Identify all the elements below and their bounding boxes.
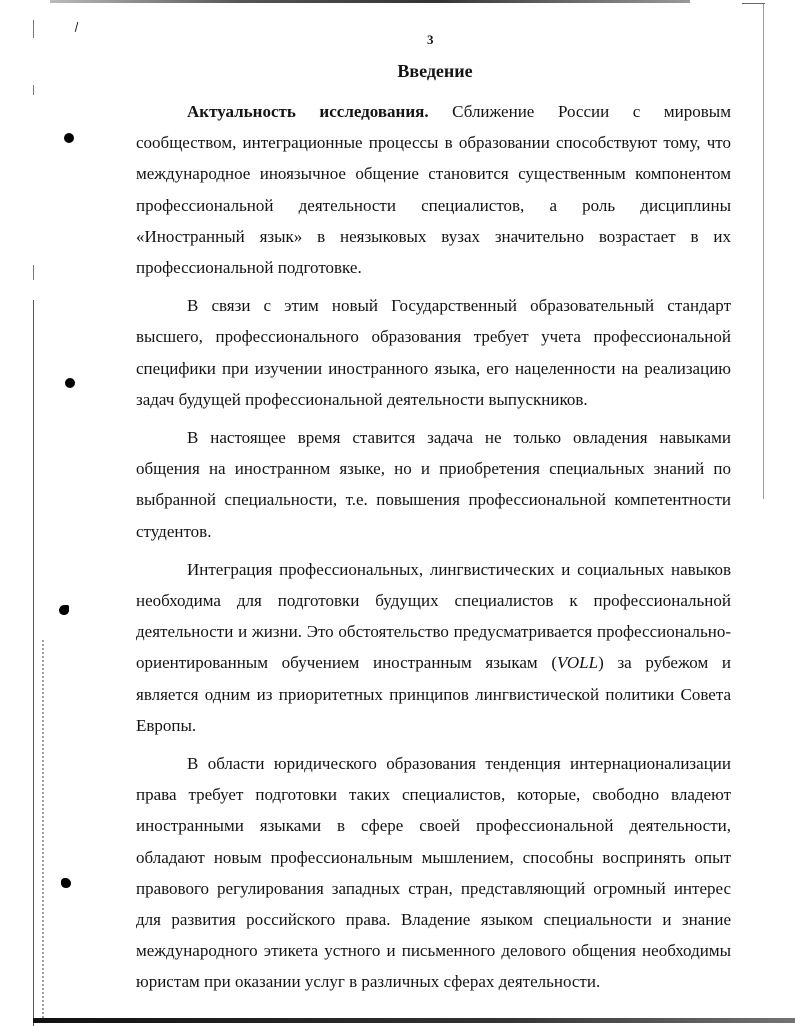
paragraph-current-task — [136, 422, 731, 547]
paragraph-standard — [136, 290, 731, 415]
paragraph-lead: Актуальность исследования. — [187, 102, 429, 121]
page-number: 3 — [427, 32, 434, 47]
scan-top-edge-right — [742, 3, 765, 4]
scan-left-edge-line — [33, 20, 34, 38]
scan-slash-mark — [75, 22, 79, 32]
paragraph-relevance — [136, 96, 731, 283]
scan-left-edge-line — [33, 265, 34, 280]
paragraph-text: В связи с этим новый Государственный образовательный стандарт высшего, профессионального образования требует учета профессиональной специфики при изучении иностранного языка, его нацеленности на реализацию задач будущей профессиональной деятельности выпускников. — [136, 296, 731, 409]
voll-abbreviation: VOLL — [557, 653, 599, 673]
paragraph-text: Сближение России с мировым сообществом, интеграционные процессы в образовании способствуют тому, что международное иноязычное общение становится существенным компонентом профессиональной деятельности специалистов, а роль дисциплины «Иностранный язык» в неязыковых вузах значительно возрастает в их профессиональной подготовке. — [136, 102, 731, 278]
paragraph-text: В области юридического образования тенденция интернационализации права требует подготовки таких специалистов, которые, свободно владеют иностранными языками в сфере своей профессиональной деятельности, обладают новым профессиональным мышлением, способны воспринять опыт правового регулирования западных стран, представляющий огромный интерес для развития российского права. Владение языком специальности и знание международного этикета устного и письменного делового общения необходимы юристам при оказании услуг в различных сферах деятельности. — [136, 754, 731, 992]
paragraph-text: ) за рубежом и является одним из приоритетных принципов лингвистической политики Совета Европы. — [136, 653, 731, 735]
scan-bottom-edge — [33, 1018, 795, 1023]
punch-hole-mark — [64, 133, 74, 143]
section-title: Введение — [397, 61, 473, 81]
punch-hole-mark — [65, 378, 75, 388]
paragraph-text: Интеграция профессиональных, лингвистических и социальных навыков необходима для подготовки будущих специалистов к профессиональной деятельности и жизни. Это обстоятельство предусматривается профессионально-ориентированным обучением иностранным языкам ( — [136, 559, 731, 673]
paragraph-legal-education — [136, 748, 731, 998]
paragraph-text: В настоящее время ставится задача не только овладения навыками общения на иностранном языке, но и приобретения специальных знаний по выбранной специальности, т.е. повышения профессиональной компетентности студентов. — [136, 428, 731, 541]
scan-left-edge-line — [33, 300, 34, 1026]
punch-hole-mark — [59, 605, 69, 615]
punch-hole-mark — [61, 878, 71, 888]
scan-top-edge — [50, 0, 690, 3]
document-body — [136, 96, 731, 998]
scan-binding-dots — [42, 640, 44, 1020]
scan-left-edge-line — [33, 85, 34, 95]
paragraph-integration — [136, 554, 731, 741]
